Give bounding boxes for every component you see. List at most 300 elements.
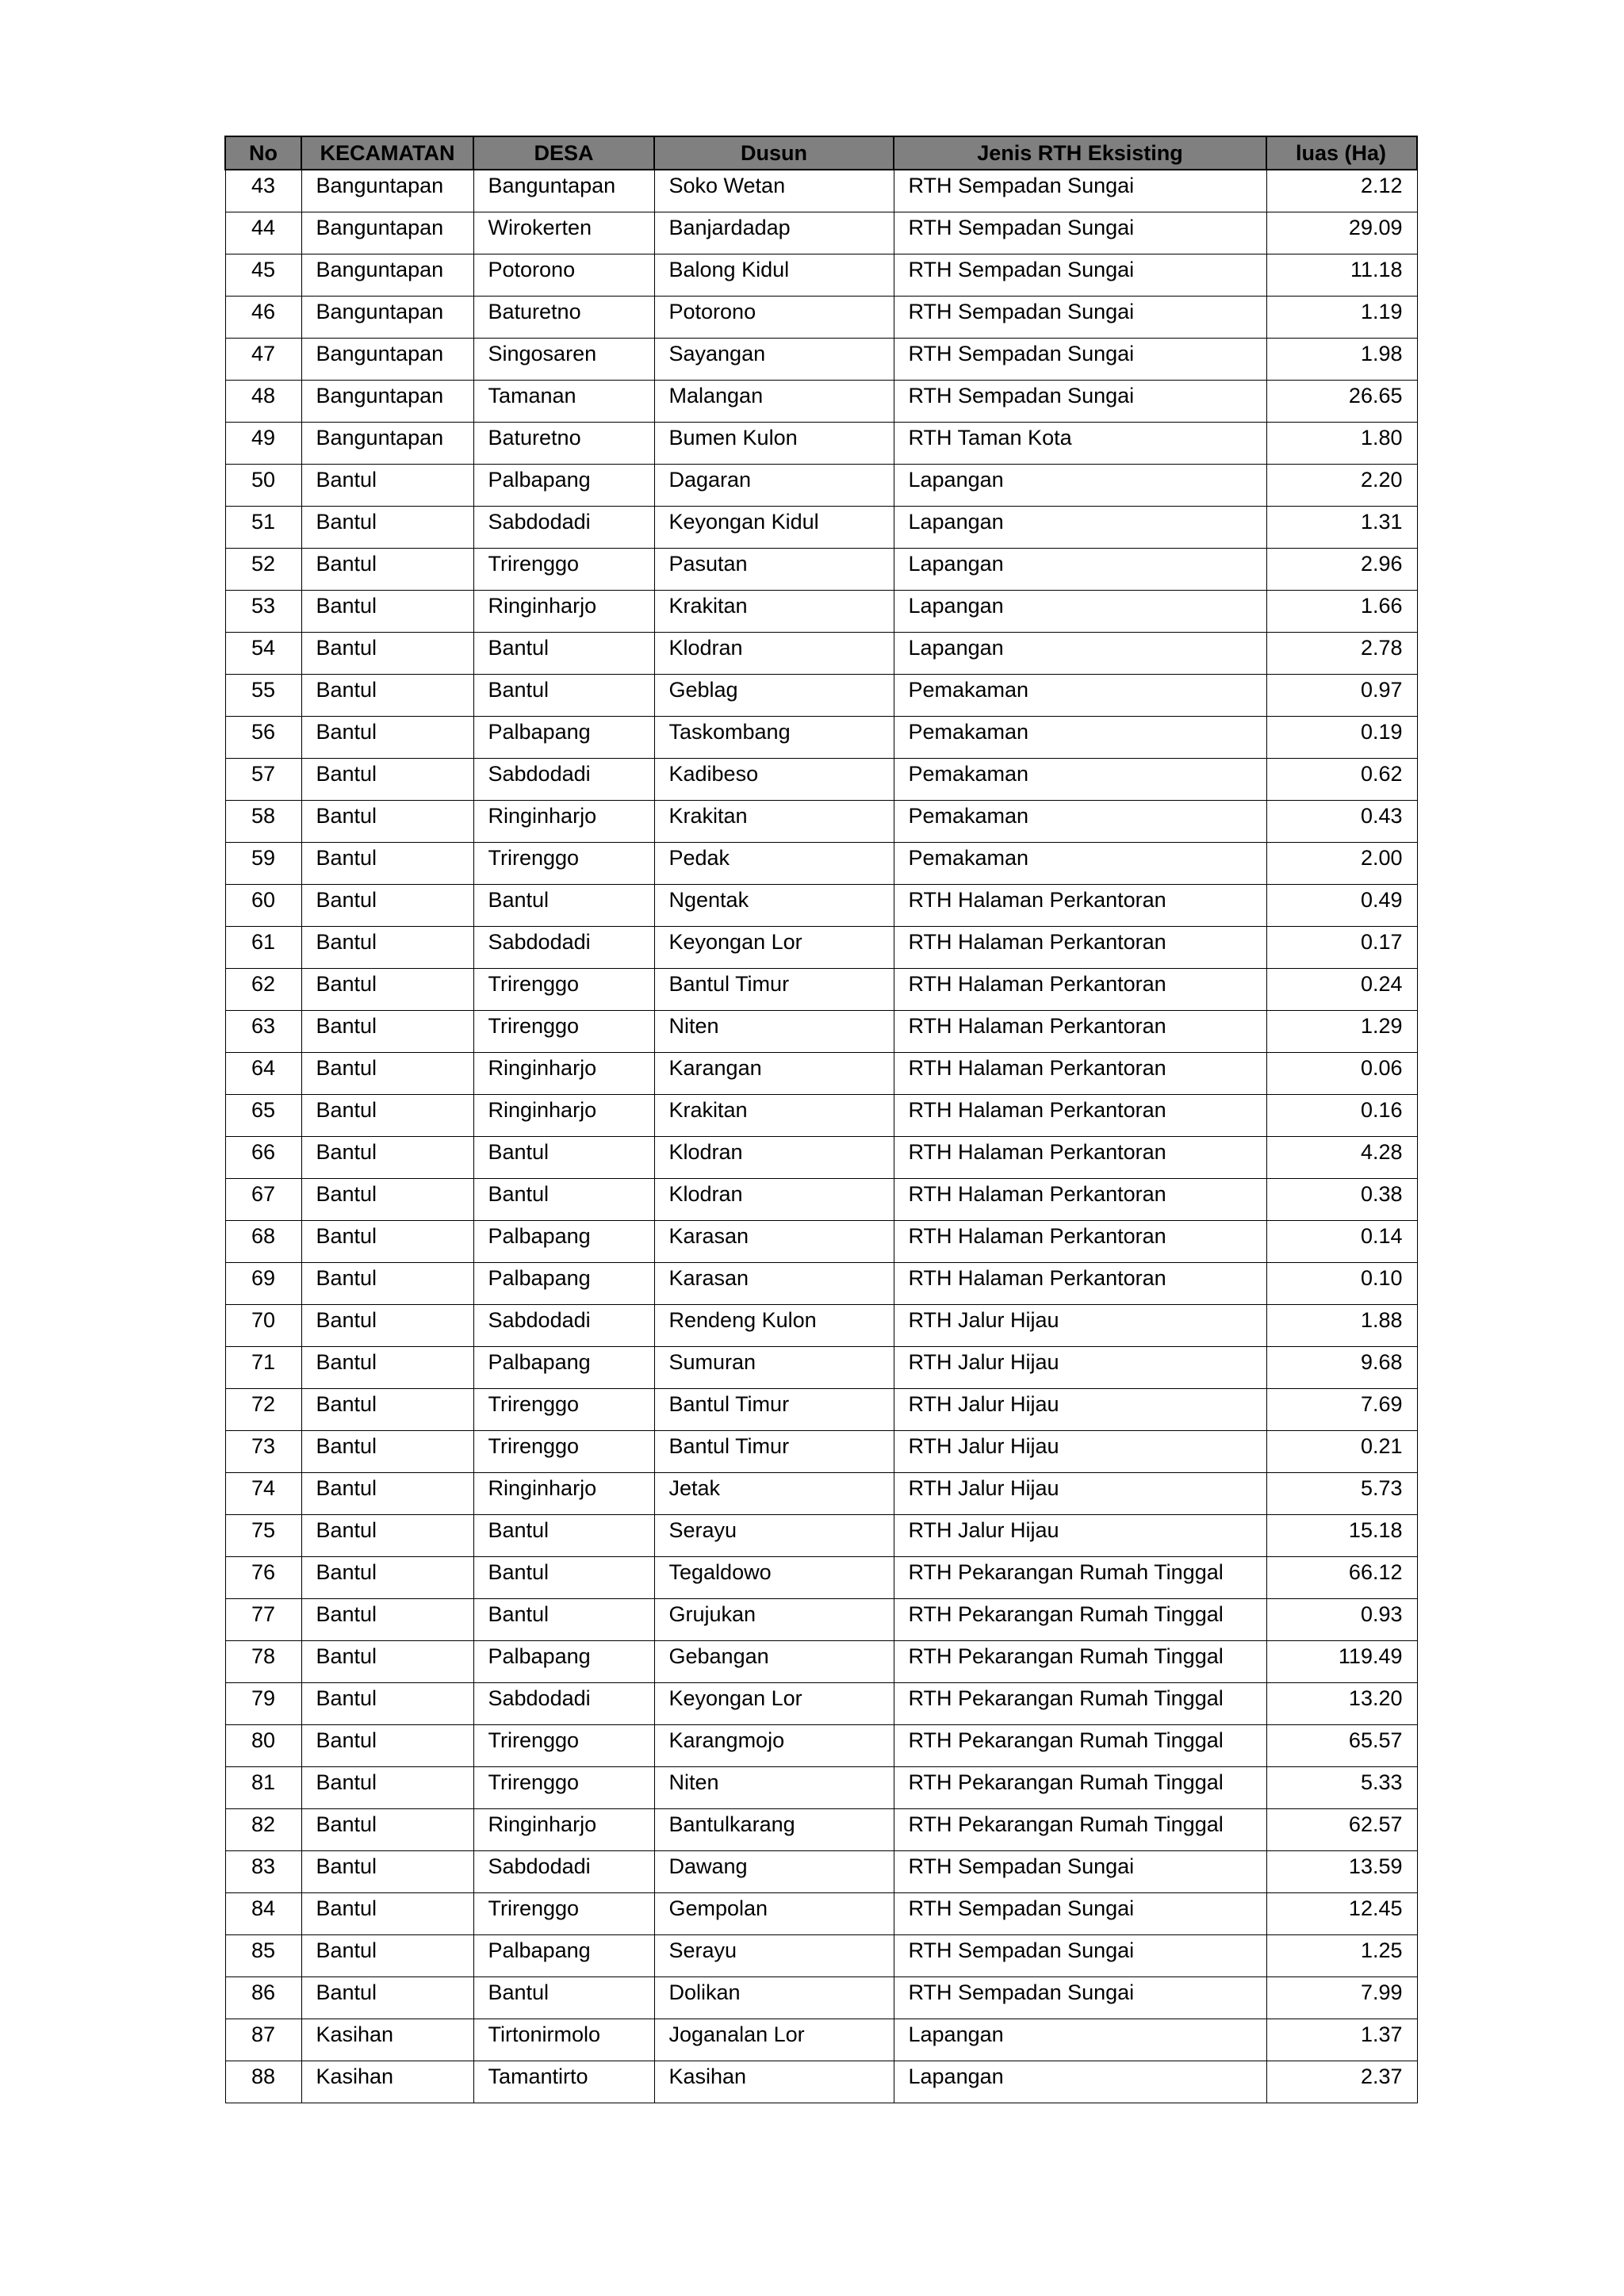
cell-dusun: Keyongan Lor bbox=[654, 1683, 894, 1725]
cell-luas: 5.33 bbox=[1266, 1767, 1417, 1809]
cell-jenis-rth: Lapangan bbox=[894, 633, 1266, 675]
cell-luas: 2.96 bbox=[1266, 549, 1417, 591]
table-row bbox=[225, 1095, 1417, 1137]
cell-luas: 119.49 bbox=[1266, 1641, 1417, 1683]
cell-jenis-rth: RTH Pekarangan Rumah Tinggal bbox=[894, 1725, 1266, 1767]
cell-jenis-rth: RTH Jalur Hijau bbox=[894, 1515, 1266, 1557]
cell-jenis-rth: RTH Halaman Perkantoran bbox=[894, 1053, 1266, 1095]
cell-desa: Sabdodadi bbox=[473, 1851, 654, 1893]
cell-jenis-rth: RTH Sempadan Sungai bbox=[894, 212, 1266, 254]
cell-no: 85 bbox=[225, 1935, 301, 1977]
cell-jenis-rth: Pemakaman bbox=[894, 675, 1266, 717]
cell-desa: Ringinharjo bbox=[473, 1053, 654, 1095]
cell-desa: Trirenggo bbox=[473, 1431, 654, 1473]
cell-no: 68 bbox=[225, 1221, 301, 1263]
cell-luas: 26.65 bbox=[1266, 381, 1417, 423]
cell-desa: Palbapang bbox=[473, 1347, 654, 1389]
cell-no: 56 bbox=[225, 717, 301, 759]
cell-dusun: Banjardadap bbox=[654, 212, 894, 254]
cell-kecamatan: Banguntapan bbox=[301, 212, 473, 254]
cell-luas: 2.12 bbox=[1266, 170, 1417, 212]
cell-kecamatan: Banguntapan bbox=[301, 339, 473, 381]
cell-kecamatan: Bantul bbox=[301, 1473, 473, 1515]
cell-dusun: Pedak bbox=[654, 843, 894, 885]
table-row bbox=[225, 1305, 1417, 1347]
table-row bbox=[225, 1179, 1417, 1221]
cell-no: 75 bbox=[225, 1515, 301, 1557]
table-row bbox=[225, 759, 1417, 801]
cell-dusun: Gebangan bbox=[654, 1641, 894, 1683]
cell-no: 65 bbox=[225, 1095, 301, 1137]
cell-kecamatan: Bantul bbox=[301, 1809, 473, 1851]
cell-luas: 0.19 bbox=[1266, 717, 1417, 759]
cell-dusun: Grujukan bbox=[654, 1599, 894, 1641]
header-jenis-rth: Jenis RTH Eksisting bbox=[894, 136, 1266, 170]
cell-jenis-rth: Pemakaman bbox=[894, 717, 1266, 759]
cell-jenis-rth: Pemakaman bbox=[894, 801, 1266, 843]
table-row bbox=[225, 1389, 1417, 1431]
cell-no: 57 bbox=[225, 759, 301, 801]
cell-kecamatan: Bantul bbox=[301, 1431, 473, 1473]
cell-kecamatan: Bantul bbox=[301, 1011, 473, 1053]
cell-luas: 0.97 bbox=[1266, 675, 1417, 717]
cell-luas: 1.88 bbox=[1266, 1305, 1417, 1347]
table-row bbox=[225, 885, 1417, 927]
cell-dusun: Bantul Timur bbox=[654, 1431, 894, 1473]
header-luas: luas (Ha) bbox=[1266, 136, 1417, 170]
cell-kecamatan: Bantul bbox=[301, 1641, 473, 1683]
cell-luas: 0.62 bbox=[1266, 759, 1417, 801]
cell-kecamatan: Bantul bbox=[301, 927, 473, 969]
cell-no: 59 bbox=[225, 843, 301, 885]
cell-jenis-rth: RTH Sempadan Sungai bbox=[894, 339, 1266, 381]
cell-no: 74 bbox=[225, 1473, 301, 1515]
header-no: No bbox=[225, 136, 301, 170]
cell-luas: 13.20 bbox=[1266, 1683, 1417, 1725]
cell-desa: Bantul bbox=[473, 1599, 654, 1641]
cell-dusun: Klodran bbox=[654, 1179, 894, 1221]
cell-kecamatan: Bantul bbox=[301, 1221, 473, 1263]
cell-desa: Trirenggo bbox=[473, 549, 654, 591]
cell-desa: Trirenggo bbox=[473, 1389, 654, 1431]
cell-dusun: Bantulkarang bbox=[654, 1809, 894, 1851]
table-row bbox=[225, 297, 1417, 339]
table-row bbox=[225, 1641, 1417, 1683]
cell-luas: 2.20 bbox=[1266, 465, 1417, 507]
table-row bbox=[225, 1011, 1417, 1053]
cell-desa: Banguntapan bbox=[473, 170, 654, 212]
cell-kecamatan: Bantul bbox=[301, 1599, 473, 1641]
cell-desa: Palbapang bbox=[473, 465, 654, 507]
cell-kecamatan: Bantul bbox=[301, 1515, 473, 1557]
cell-luas: 0.16 bbox=[1266, 1095, 1417, 1137]
cell-jenis-rth: RTH Pekarangan Rumah Tinggal bbox=[894, 1767, 1266, 1809]
table-row bbox=[225, 1263, 1417, 1305]
cell-kecamatan: Bantul bbox=[301, 1893, 473, 1935]
cell-dusun: Krakitan bbox=[654, 591, 894, 633]
cell-kecamatan: Bantul bbox=[301, 1347, 473, 1389]
cell-luas: 0.10 bbox=[1266, 1263, 1417, 1305]
cell-dusun: Taskombang bbox=[654, 717, 894, 759]
cell-kecamatan: Banguntapan bbox=[301, 254, 473, 297]
cell-jenis-rth: RTH Sempadan Sungai bbox=[894, 1977, 1266, 2019]
table-row bbox=[225, 717, 1417, 759]
cell-dusun: Keyongan Kidul bbox=[654, 507, 894, 549]
cell-no: 67 bbox=[225, 1179, 301, 1221]
cell-kecamatan: Bantul bbox=[301, 1851, 473, 1893]
cell-luas: 0.93 bbox=[1266, 1599, 1417, 1641]
cell-desa: Ringinharjo bbox=[473, 1473, 654, 1515]
cell-no: 87 bbox=[225, 2019, 301, 2061]
cell-desa: Baturetno bbox=[473, 423, 654, 465]
cell-jenis-rth: Lapangan bbox=[894, 2019, 1266, 2061]
table-row bbox=[225, 1809, 1417, 1851]
cell-desa: Trirenggo bbox=[473, 1767, 654, 1809]
cell-dusun: Karangan bbox=[654, 1053, 894, 1095]
cell-no: 88 bbox=[225, 2061, 301, 2103]
cell-luas: 1.29 bbox=[1266, 1011, 1417, 1053]
table-row bbox=[225, 1725, 1417, 1767]
cell-dusun: Krakitan bbox=[654, 801, 894, 843]
cell-no: 82 bbox=[225, 1809, 301, 1851]
cell-no: 55 bbox=[225, 675, 301, 717]
cell-desa: Ringinharjo bbox=[473, 1095, 654, 1137]
table-header bbox=[225, 136, 1417, 170]
cell-luas: 0.17 bbox=[1266, 927, 1417, 969]
cell-no: 50 bbox=[225, 465, 301, 507]
cell-desa: Tamanan bbox=[473, 381, 654, 423]
cell-dusun: Karasan bbox=[654, 1263, 894, 1305]
table-row bbox=[225, 1851, 1417, 1893]
table-row bbox=[225, 1599, 1417, 1641]
cell-kecamatan: Bantul bbox=[301, 801, 473, 843]
cell-jenis-rth: RTH Sempadan Sungai bbox=[894, 254, 1266, 297]
table-row bbox=[225, 507, 1417, 549]
table-row bbox=[225, 969, 1417, 1011]
cell-desa: Palbapang bbox=[473, 1221, 654, 1263]
cell-desa: Bantul bbox=[473, 1179, 654, 1221]
cell-jenis-rth: Lapangan bbox=[894, 465, 1266, 507]
cell-jenis-rth: RTH Pekarangan Rumah Tinggal bbox=[894, 1599, 1266, 1641]
cell-jenis-rth: RTH Halaman Perkantoran bbox=[894, 969, 1266, 1011]
table-row bbox=[225, 1893, 1417, 1935]
cell-no: 79 bbox=[225, 1683, 301, 1725]
cell-luas: 4.28 bbox=[1266, 1137, 1417, 1179]
cell-jenis-rth: RTH Halaman Perkantoran bbox=[894, 927, 1266, 969]
cell-dusun: Tegaldowo bbox=[654, 1557, 894, 1599]
cell-desa: Trirenggo bbox=[473, 1011, 654, 1053]
cell-no: 80 bbox=[225, 1725, 301, 1767]
cell-desa: Sabdodadi bbox=[473, 1683, 654, 1725]
cell-luas: 11.18 bbox=[1266, 254, 1417, 297]
cell-jenis-rth: Pemakaman bbox=[894, 759, 1266, 801]
cell-luas: 0.43 bbox=[1266, 801, 1417, 843]
cell-desa: Bantul bbox=[473, 675, 654, 717]
cell-no: 66 bbox=[225, 1137, 301, 1179]
cell-no: 63 bbox=[225, 1011, 301, 1053]
cell-desa: Palbapang bbox=[473, 717, 654, 759]
cell-jenis-rth: RTH Jalur Hijau bbox=[894, 1389, 1266, 1431]
cell-dusun: Pasutan bbox=[654, 549, 894, 591]
cell-jenis-rth: RTH Jalur Hijau bbox=[894, 1473, 1266, 1515]
cell-desa: Trirenggo bbox=[473, 1725, 654, 1767]
table-row bbox=[225, 1347, 1417, 1389]
cell-no: 73 bbox=[225, 1431, 301, 1473]
cell-luas: 0.14 bbox=[1266, 1221, 1417, 1263]
cell-dusun: Niten bbox=[654, 1011, 894, 1053]
cell-dusun: Kasihan bbox=[654, 2061, 894, 2103]
table-row bbox=[225, 1935, 1417, 1977]
cell-kecamatan: Bantul bbox=[301, 675, 473, 717]
table-row bbox=[225, 801, 1417, 843]
cell-luas: 1.80 bbox=[1266, 423, 1417, 465]
table-row bbox=[225, 1221, 1417, 1263]
cell-dusun: Klodran bbox=[654, 1137, 894, 1179]
table-row bbox=[225, 549, 1417, 591]
cell-kecamatan: Bantul bbox=[301, 1389, 473, 1431]
cell-desa: Ringinharjo bbox=[473, 801, 654, 843]
cell-jenis-rth: RTH Sempadan Sungai bbox=[894, 297, 1266, 339]
cell-no: 49 bbox=[225, 423, 301, 465]
cell-kecamatan: Bantul bbox=[301, 843, 473, 885]
cell-desa: Palbapang bbox=[473, 1263, 654, 1305]
cell-jenis-rth: RTH Pekarangan Rumah Tinggal bbox=[894, 1809, 1266, 1851]
cell-desa: Potorono bbox=[473, 254, 654, 297]
cell-jenis-rth: Pemakaman bbox=[894, 843, 1266, 885]
cell-dusun: Karangmojo bbox=[654, 1725, 894, 1767]
cell-jenis-rth: RTH Halaman Perkantoran bbox=[894, 885, 1266, 927]
cell-kecamatan: Banguntapan bbox=[301, 423, 473, 465]
cell-luas: 2.00 bbox=[1266, 843, 1417, 885]
cell-kecamatan: Banguntapan bbox=[301, 170, 473, 212]
cell-kecamatan: Bantul bbox=[301, 1053, 473, 1095]
rth-table bbox=[224, 136, 1418, 2103]
table-row bbox=[225, 927, 1417, 969]
cell-jenis-rth: RTH Sempadan Sungai bbox=[894, 170, 1266, 212]
cell-jenis-rth: RTH Pekarangan Rumah Tinggal bbox=[894, 1557, 1266, 1599]
table-row bbox=[225, 1977, 1417, 2019]
table-row bbox=[225, 381, 1417, 423]
table-row bbox=[225, 2019, 1417, 2061]
table-row bbox=[225, 1767, 1417, 1809]
header-dusun: Dusun bbox=[654, 136, 894, 170]
cell-desa: Palbapang bbox=[473, 1641, 654, 1683]
cell-desa: Bantul bbox=[473, 1515, 654, 1557]
cell-jenis-rth: RTH Jalur Hijau bbox=[894, 1305, 1266, 1347]
cell-no: 51 bbox=[225, 507, 301, 549]
cell-no: 62 bbox=[225, 969, 301, 1011]
cell-dusun: Bantul Timur bbox=[654, 1389, 894, 1431]
cell-dusun: Geblag bbox=[654, 675, 894, 717]
cell-no: 81 bbox=[225, 1767, 301, 1809]
cell-jenis-rth: RTH Jalur Hijau bbox=[894, 1431, 1266, 1473]
cell-no: 76 bbox=[225, 1557, 301, 1599]
cell-kecamatan: Bantul bbox=[301, 1683, 473, 1725]
table-row bbox=[225, 843, 1417, 885]
cell-dusun: Kadibeso bbox=[654, 759, 894, 801]
cell-kecamatan: Bantul bbox=[301, 969, 473, 1011]
cell-jenis-rth: RTH Halaman Perkantoran bbox=[894, 1011, 1266, 1053]
cell-no: 69 bbox=[225, 1263, 301, 1305]
cell-luas: 15.18 bbox=[1266, 1515, 1417, 1557]
cell-no: 77 bbox=[225, 1599, 301, 1641]
cell-kecamatan: Bantul bbox=[301, 717, 473, 759]
header-row bbox=[225, 136, 1417, 170]
cell-dusun: Karasan bbox=[654, 1221, 894, 1263]
cell-kecamatan: Kasihan bbox=[301, 2061, 473, 2103]
cell-luas: 1.98 bbox=[1266, 339, 1417, 381]
table-row bbox=[225, 2061, 1417, 2103]
cell-jenis-rth: RTH Sempadan Sungai bbox=[894, 1935, 1266, 1977]
cell-jenis-rth: RTH Halaman Perkantoran bbox=[894, 1137, 1266, 1179]
cell-jenis-rth: Lapangan bbox=[894, 591, 1266, 633]
cell-kecamatan: Bantul bbox=[301, 1725, 473, 1767]
cell-no: 47 bbox=[225, 339, 301, 381]
cell-dusun: Gempolan bbox=[654, 1893, 894, 1935]
cell-dusun: Dawang bbox=[654, 1851, 894, 1893]
cell-luas: 0.24 bbox=[1266, 969, 1417, 1011]
cell-luas: 0.21 bbox=[1266, 1431, 1417, 1473]
cell-no: 58 bbox=[225, 801, 301, 843]
cell-luas: 62.57 bbox=[1266, 1809, 1417, 1851]
cell-no: 60 bbox=[225, 885, 301, 927]
table-row bbox=[225, 254, 1417, 297]
table-row bbox=[225, 1137, 1417, 1179]
cell-jenis-rth: RTH Sempadan Sungai bbox=[894, 1851, 1266, 1893]
cell-no: 54 bbox=[225, 633, 301, 675]
table-body bbox=[225, 170, 1417, 2103]
cell-jenis-rth: RTH Sempadan Sungai bbox=[894, 381, 1266, 423]
table-row bbox=[225, 675, 1417, 717]
cell-kecamatan: Bantul bbox=[301, 885, 473, 927]
cell-kecamatan: Bantul bbox=[301, 1095, 473, 1137]
cell-luas: 0.49 bbox=[1266, 885, 1417, 927]
cell-desa: Palbapang bbox=[473, 1935, 654, 1977]
cell-jenis-rth: RTH Halaman Perkantoran bbox=[894, 1095, 1266, 1137]
table-row bbox=[225, 633, 1417, 675]
cell-luas: 1.19 bbox=[1266, 297, 1417, 339]
cell-luas: 9.68 bbox=[1266, 1347, 1417, 1389]
cell-jenis-rth: RTH Pekarangan Rumah Tinggal bbox=[894, 1641, 1266, 1683]
cell-no: 70 bbox=[225, 1305, 301, 1347]
cell-no: 72 bbox=[225, 1389, 301, 1431]
cell-luas: 1.31 bbox=[1266, 507, 1417, 549]
cell-kecamatan: Bantul bbox=[301, 1767, 473, 1809]
cell-desa: Tamantirto bbox=[473, 2061, 654, 2103]
cell-kecamatan: Bantul bbox=[301, 1263, 473, 1305]
cell-desa: Wirokerten bbox=[473, 212, 654, 254]
cell-dusun: Potorono bbox=[654, 297, 894, 339]
cell-jenis-rth: RTH Pekarangan Rumah Tinggal bbox=[894, 1683, 1266, 1725]
cell-desa: Sabdodadi bbox=[473, 507, 654, 549]
cell-jenis-rth: Lapangan bbox=[894, 507, 1266, 549]
cell-luas: 2.37 bbox=[1266, 2061, 1417, 2103]
cell-dusun: Serayu bbox=[654, 1515, 894, 1557]
cell-kecamatan: Bantul bbox=[301, 1977, 473, 2019]
cell-kecamatan: Bantul bbox=[301, 1137, 473, 1179]
cell-jenis-rth: RTH Halaman Perkantoran bbox=[894, 1179, 1266, 1221]
cell-no: 61 bbox=[225, 927, 301, 969]
cell-desa: Bantul bbox=[473, 885, 654, 927]
cell-no: 84 bbox=[225, 1893, 301, 1935]
cell-kecamatan: Bantul bbox=[301, 1305, 473, 1347]
table-row bbox=[225, 170, 1417, 212]
cell-kecamatan: Bantul bbox=[301, 549, 473, 591]
cell-kecamatan: Bantul bbox=[301, 1179, 473, 1221]
cell-luas: 66.12 bbox=[1266, 1557, 1417, 1599]
cell-jenis-rth: RTH Jalur Hijau bbox=[894, 1347, 1266, 1389]
cell-no: 71 bbox=[225, 1347, 301, 1389]
header-kecamatan: KECAMATAN bbox=[301, 136, 473, 170]
cell-luas: 1.66 bbox=[1266, 591, 1417, 633]
table-row bbox=[225, 1515, 1417, 1557]
cell-desa: Bantul bbox=[473, 1137, 654, 1179]
cell-jenis-rth: RTH Sempadan Sungai bbox=[894, 1893, 1266, 1935]
cell-luas: 0.38 bbox=[1266, 1179, 1417, 1221]
cell-kecamatan: Banguntapan bbox=[301, 297, 473, 339]
table-row bbox=[225, 1473, 1417, 1515]
cell-luas: 5.73 bbox=[1266, 1473, 1417, 1515]
cell-dusun: Dolikan bbox=[654, 1977, 894, 2019]
cell-luas: 2.78 bbox=[1266, 633, 1417, 675]
cell-desa: Bantul bbox=[473, 1557, 654, 1599]
table-row bbox=[225, 423, 1417, 465]
cell-dusun: Soko Wetan bbox=[654, 170, 894, 212]
cell-no: 46 bbox=[225, 297, 301, 339]
cell-desa: Ringinharjo bbox=[473, 591, 654, 633]
cell-desa: Trirenggo bbox=[473, 969, 654, 1011]
cell-kecamatan: Bantul bbox=[301, 507, 473, 549]
cell-luas: 29.09 bbox=[1266, 212, 1417, 254]
cell-luas: 1.25 bbox=[1266, 1935, 1417, 1977]
cell-no: 48 bbox=[225, 381, 301, 423]
cell-luas: 7.99 bbox=[1266, 1977, 1417, 2019]
cell-jenis-rth: Lapangan bbox=[894, 549, 1266, 591]
cell-no: 44 bbox=[225, 212, 301, 254]
cell-desa: Trirenggo bbox=[473, 1893, 654, 1935]
cell-no: 45 bbox=[225, 254, 301, 297]
table-row bbox=[225, 465, 1417, 507]
cell-dusun: Sayangan bbox=[654, 339, 894, 381]
cell-desa: Sabdodadi bbox=[473, 759, 654, 801]
table-row bbox=[225, 212, 1417, 254]
cell-dusun: Joganalan Lor bbox=[654, 2019, 894, 2061]
table-row bbox=[225, 339, 1417, 381]
cell-dusun: Ngentak bbox=[654, 885, 894, 927]
cell-dusun: Dagaran bbox=[654, 465, 894, 507]
cell-dusun: Balong Kidul bbox=[654, 254, 894, 297]
cell-desa: Ringinharjo bbox=[473, 1809, 654, 1851]
cell-no: 78 bbox=[225, 1641, 301, 1683]
cell-dusun: Niten bbox=[654, 1767, 894, 1809]
cell-no: 64 bbox=[225, 1053, 301, 1095]
cell-kecamatan: Bantul bbox=[301, 1935, 473, 1977]
cell-no: 43 bbox=[225, 170, 301, 212]
cell-luas: 65.57 bbox=[1266, 1725, 1417, 1767]
cell-desa: Bantul bbox=[473, 1977, 654, 2019]
table-row bbox=[225, 591, 1417, 633]
cell-dusun: Serayu bbox=[654, 1935, 894, 1977]
cell-luas: 0.06 bbox=[1266, 1053, 1417, 1095]
cell-desa: Bantul bbox=[473, 633, 654, 675]
table-row bbox=[225, 1683, 1417, 1725]
cell-jenis-rth: RTH Halaman Perkantoran bbox=[894, 1221, 1266, 1263]
table-row bbox=[225, 1053, 1417, 1095]
cell-no: 86 bbox=[225, 1977, 301, 2019]
cell-dusun: Keyongan Lor bbox=[654, 927, 894, 969]
cell-jenis-rth: RTH Taman Kota bbox=[894, 423, 1266, 465]
cell-kecamatan: Bantul bbox=[301, 633, 473, 675]
